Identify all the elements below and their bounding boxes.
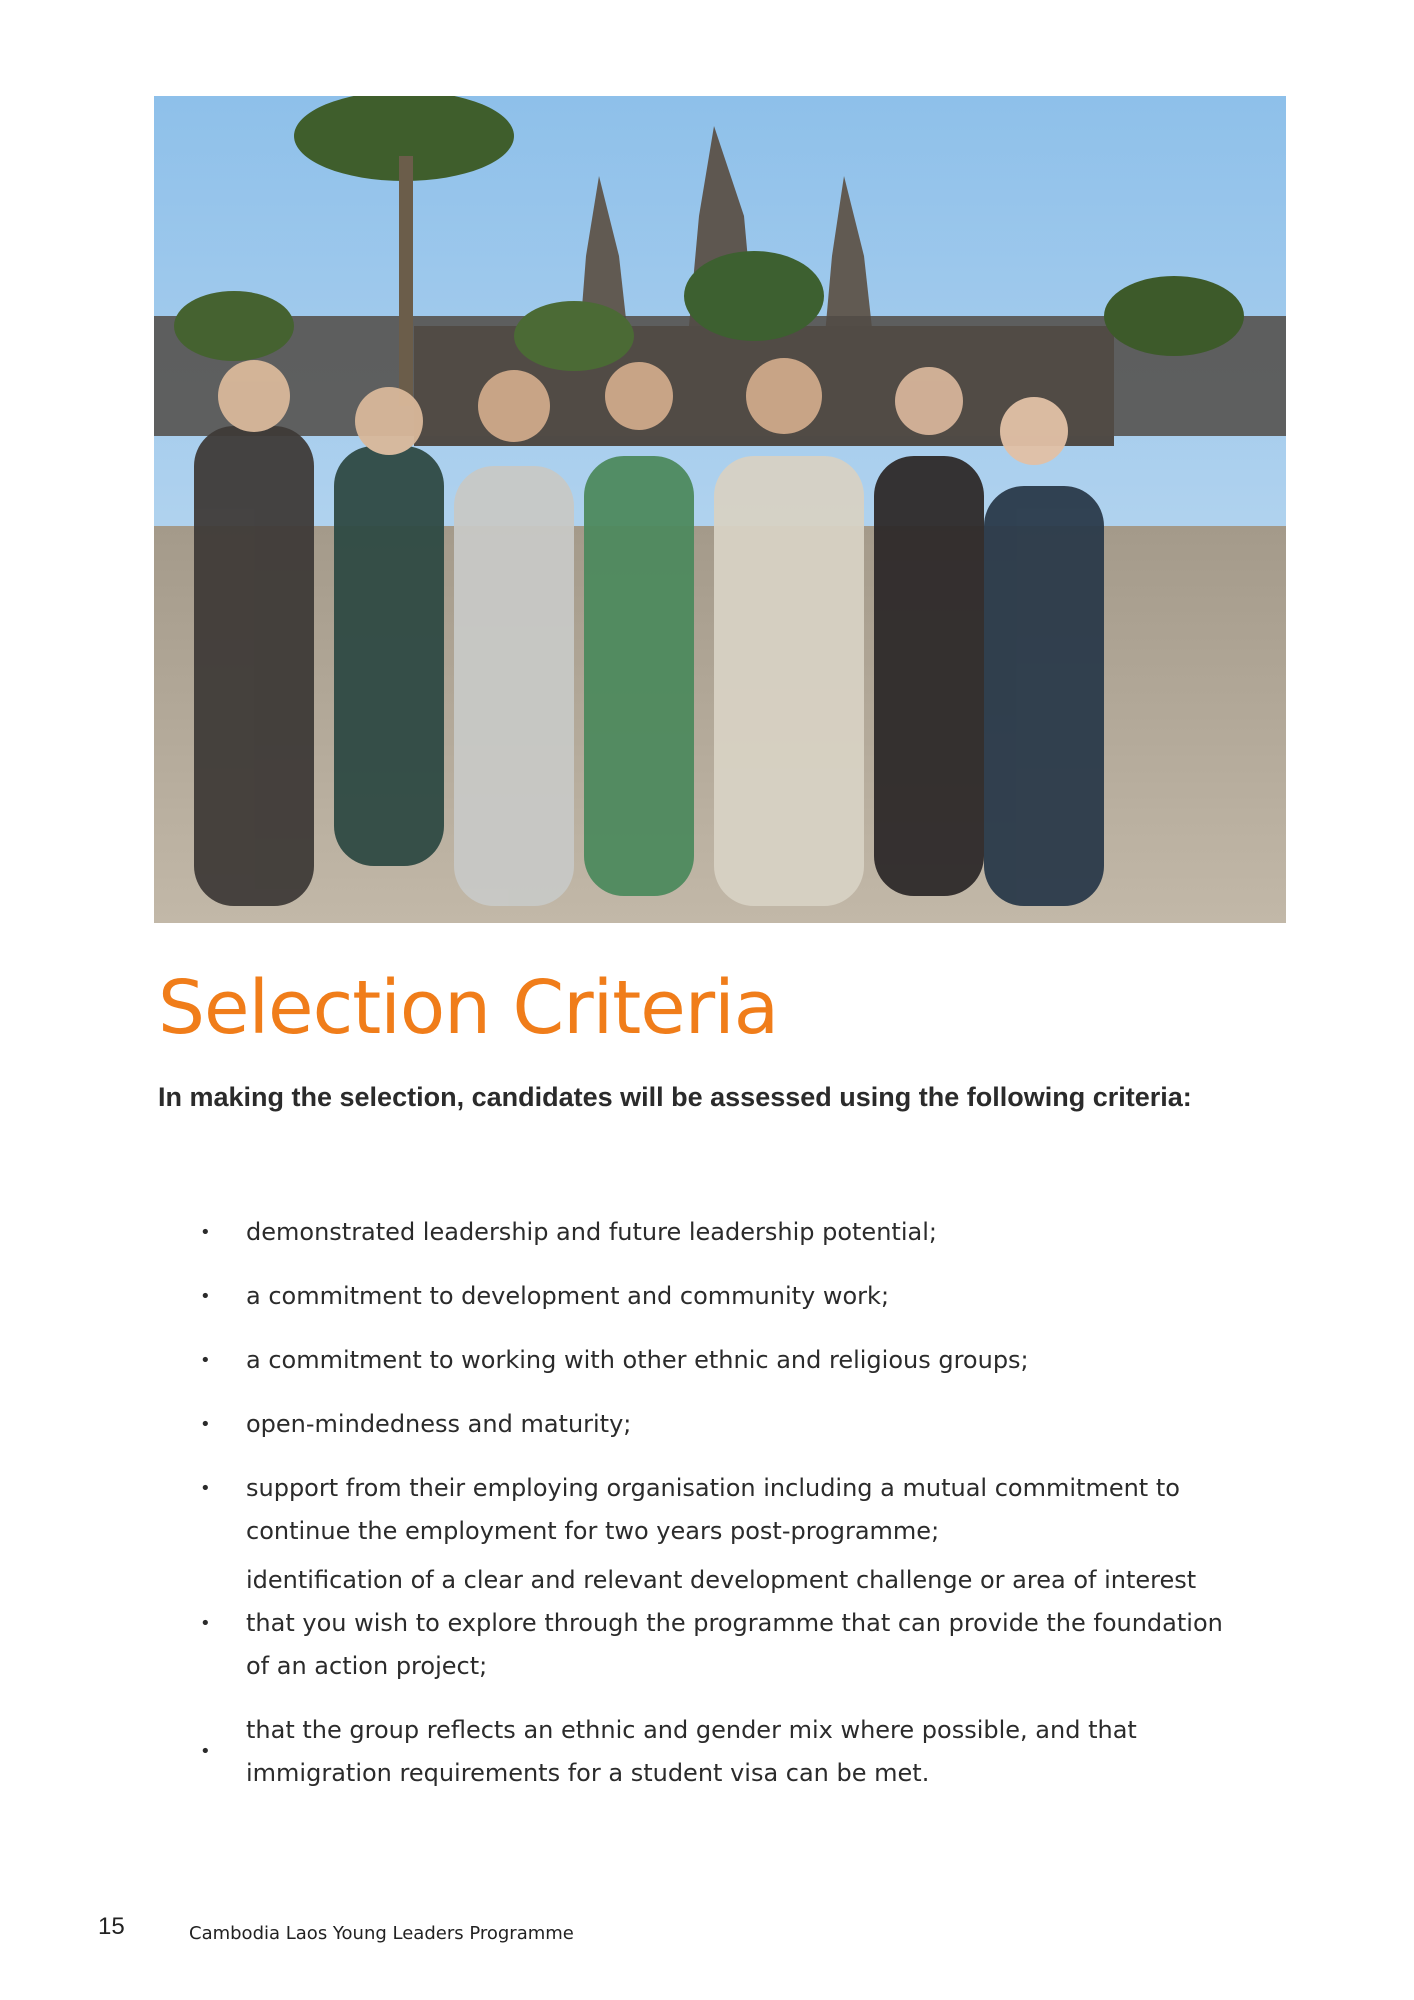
criteria-line: identification of a clear and relevant development challenge or area of interest bbox=[246, 1566, 1197, 1594]
criteria-text bbox=[246, 1559, 1246, 1688]
criteria-text bbox=[246, 1275, 1246, 1318]
criteria-text bbox=[246, 1709, 1246, 1795]
criteria-line: a commitment to development and community work; bbox=[246, 1282, 890, 1310]
bullet-icon: • bbox=[200, 1741, 211, 1762]
criteria-line: demonstrated leadership and future leadership potential; bbox=[246, 1218, 937, 1246]
criteria-text bbox=[246, 1339, 1246, 1382]
bullet-icon: • bbox=[200, 1286, 211, 1307]
criteria-line: of an action project; bbox=[246, 1652, 488, 1680]
criteria-text bbox=[246, 1403, 1246, 1446]
criteria-text bbox=[246, 1467, 1246, 1553]
bullet-icon: • bbox=[200, 1414, 211, 1435]
group-photo bbox=[154, 96, 1286, 923]
criteria-line: that the group reflects an ethnic and gender mix where possible, and that bbox=[246, 1716, 1137, 1744]
criteria-text bbox=[246, 1211, 1246, 1254]
bullet-icon: • bbox=[200, 1222, 211, 1243]
criteria-line: open-mindedness and maturity; bbox=[246, 1410, 632, 1438]
bullet-icon: • bbox=[200, 1613, 211, 1634]
bullet-icon: • bbox=[200, 1478, 211, 1499]
angkor-group-photo-image bbox=[154, 96, 1286, 923]
criteria-line: a commitment to working with other ethnic and religious groups; bbox=[246, 1346, 1029, 1374]
criteria-line: immigration requirements for a student visa can be met. bbox=[246, 1759, 930, 1787]
intro-text: In making the selection, candidates will be assessed using the following criteria: bbox=[158, 1082, 1192, 1112]
bullet-icon: • bbox=[200, 1350, 211, 1371]
page-title: Selection Criteria bbox=[158, 965, 779, 1051]
footer-title: Cambodia Laos Young Leaders Programme bbox=[189, 1923, 574, 1944]
page-number: 15 bbox=[98, 1913, 125, 1940]
criteria-line: continue the employment for two years post-programme; bbox=[246, 1517, 940, 1545]
criteria-line: that you wish to explore through the programme that can provide the foundation bbox=[246, 1609, 1223, 1637]
criteria-line: support from their employing organisation including a mutual commitment to bbox=[246, 1474, 1180, 1502]
